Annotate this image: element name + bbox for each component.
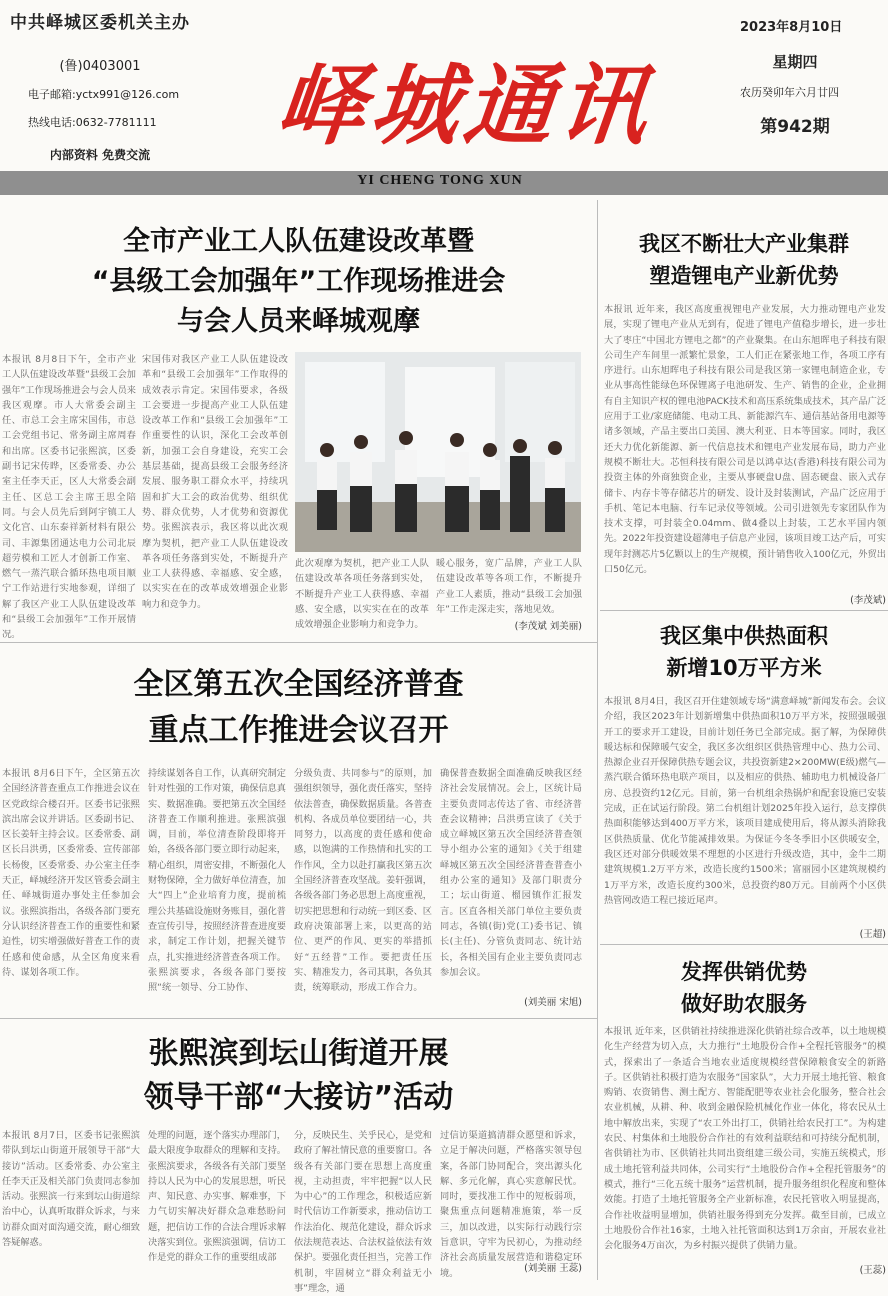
photo-illustration (295, 352, 581, 552)
headline-line: 塑造锂电产业新优势 (649, 264, 839, 288)
a5-credit: (王超) (859, 929, 886, 940)
a2-column-4: 确保普查数据全面准确反映我区经济社会发展情况。会上，区统计局主要负责同志传达了省、市经济普查会议精神；吕洪勇宣读了《关于成立峄城区第五次全国经济普查领导小组办公室的通知》《关于组建峄城区第五次全国经济普查普查小组办公室的通知》及部门职责分工；坛山街道、榴园镇作汇报发言。区直各相关部门单位主要负责同志，各镇(街)党(工)委书记、镇长(主任)、分管负责同志、统计站长，各相关国有企业主要负责同志参加会议。 (440, 768, 582, 978)
section-divider (600, 944, 888, 945)
a4-body: 本报讯 近年来，我区高度重视锂电产业发展，大力推动锂电产业发展，实现了锂电产业从无到有，促进了锂电产值稳步增长，进一步壮大了枣庄“中国北方锂电之都”的产业聚集。在山东旭晖电子科技有限公司生产车间里一派繁忙景象，工人们正在紧张地工作，各项工序有序进行。山东旭晖电子科技有限公司是我区第一家锂电制造企业，专业从事高性能绿色环保锂离子电池研发、生产、销售的企业，企业拥有自主知识产权的锂电池PACK技术和高压系统集成技术，其产品广泛应用于工业/家庭储能、电动工具、新能源汽车、通信基站备用电源等诸多领域，产品主要出口美国、澳大利亚、日本等国家。同时，我区还大力优化新能源、新一代信息技术和锂电产业发展布局，助力产业规模不断壮大。芯恒科技有限公司是以鸿卓达(香港)科技有限公司为投资主体的外商独资企业，主要从事硬盘U盘、固态硬盘、嵌入式存储卡、内存卡等存储芯片的研发、设计及封装测试，产品广泛应用于手机、笔记本电脑、行车记录仪等领域。公司引进领先专家团队作为技术支撑，可封装全0.04mm、做4叠以上封装，工艺水平国内领先。2022年投资建设超薄电子信息产业园，该项目竣工达产后，可实现年封测芯片5亿颗以上的生产规模，预计销售收入100亿元，外贸出口50亿元。 (604, 304, 886, 576)
a1-column-2b: 此次观摩为契机，把产业工人队伍建设改革各项任务落到实处，不断提升产业工人获得感、幸福感、安全感，以实实在在的改革成效增强企业影响力和竞争力。 (295, 558, 429, 631)
newspaper-title: 峄城通讯 (271, 53, 659, 157)
a3-column-1: 本报讯 8月7日，区委书记张熙滨带队到坛山街道开展领导干部“大接访”活动。区委常委、办公室主任李天正及相关部门负责同志参加活动。张熙滨一行来到坛山街道综治中心，认真听取群众诉求，与来访群众面对面沟通交流，耐心细致答疑解惑。 (2, 1130, 140, 1249)
headline-a3 (0, 1032, 597, 1120)
issue-number: 第942期 (760, 117, 830, 137)
headline-line: 与会人员来峄城观摩 (177, 306, 420, 337)
title-pinyin: YI CHENG TONG XUN (357, 173, 523, 188)
headline-line: 全区第五次全国经济普查 (133, 667, 464, 702)
a2-column-2: 持续谋划各自工作，认真研究制定针对性强的工作对策，确保信息真实、数据准确。要把第五次全国经济普查工作顺利推进。张熙滨强调，目前，举位清查阶段即将开始，各级各部门要立即行动起来，精心组织，周密安排，不断强化人财物保障，全力做好单位清查，加大“四上”企业培育力度，提前梳理公共基础设施财务账目，强化普查宣传引导，按照经济普查进度要求，制定工作计划，把握关键节点，扎实推进经济普查各项工作。张熙滨要求，各级各部门要按照“统一领导、分工协作、 (148, 768, 286, 994)
headline-line: 全市产业工人队伍建设改革暨 (123, 226, 474, 257)
masthead-right (740, 10, 888, 170)
issue-date: 2023年8月10日 (740, 20, 843, 35)
a3-column-4: 过信访渠道搞清群众愿望和诉求，立足于解决问题，严格落实领导包案，各部门协同配合，突出源头化解、多元化解，真心实意解民忧。同时，要找准工作中的短板弱项，聚焦重点问题精准施策，举一反三，加以改进，以实际行动践行宗旨意识，守牢为民初心，为推动经济社会高质量发展营造和谐稳定环境。 (440, 1130, 582, 1279)
headline-a5 (600, 620, 888, 684)
headline-line: 我区集中供热面积 (660, 624, 828, 648)
a1-column-2: 宋国伟对我区产业工人队伍建设改革和“县级工会加强年”工作取得的成效表示肯定。宋国伟要求，各级工会要进一步提高产业工人队伍建设改革工作和“县级工会加强年”工作重要性的认识，深化工会改革创新，加强工会自身建设，充实工会基层基础，提高县级工会服务经济发展、服务职工群众水平，持续巩固和扩大工会的政治优势、组织优势、群众优势，人才优势和资源优势。张熙滨表示，我区将以此次观摩为契机，把产业工人队伍建设改革各项任务落到实处，不断提升产业工人获得感、幸福感、安全感，以实实在在的改革成效增强企业影响力和竞争力。 (142, 354, 288, 610)
lunar-date: 农历癸卯年六月廿四 (740, 86, 839, 99)
sponsor-org: 中共峄城区委机关主办 (10, 13, 190, 33)
distribution-note: 内部资料 免费交流 (49, 148, 151, 162)
a6-credit: (王蕊) (859, 1265, 886, 1276)
a3-credit: (刘美丽 王蕊) (524, 1263, 582, 1274)
column-divider (597, 200, 598, 1280)
masthead-left (0, 0, 200, 165)
headline-line: 发挥供销优势 (681, 960, 807, 984)
headline-line: 我区不断壮大产业集群 (639, 232, 849, 256)
a1-credit: (李茂斌 刘美丽) (514, 621, 582, 632)
headline-a1 (0, 222, 597, 342)
headline-line: “县级工会加强年”工作现场推进会 (91, 266, 506, 297)
news-photo (295, 352, 581, 552)
phone-info: 热线电话:0632-7781111 (28, 116, 157, 129)
headline-a6 (600, 956, 888, 1020)
a2-credit: (刘美丽 宋旭) (524, 997, 582, 1008)
email-info: 电子邮箱:yctx991@126.com (28, 88, 180, 101)
a4-credit: (李茂斌) (850, 595, 886, 606)
a6-body: 本报讯 近年来，区供销社持续推进深化供销社综合改革，以土地规模化生产经营为切入点，大力推行“土地股份合作+全程托管服务”的模式，探索出了一条适合当地农业适度规模经营保障粮食安全的新路子。区供销社积极打造为农服务“国家队”，大力开展土地托管、粮食购销、农资销售、测土配方、智能配肥等农业社会化服务，整合社会农业机械，从耕、种、收到金融保险机械化作业一体化，将农民从土地中解放出来，实现了“农工外出打工，供销社给农民打工”。为构建农民、村集体和土地股份合作社的有效利益联结和可持续分配机制，省供销社为市、区供销社共同出资组建三级公司，实施五统模式，形成土地托管利益共同体，公司实行“土地股份合作+全程托管服务”的模式，推行“三化五统十服务”运营机制，提升服务组织化程度和整体效能。打造了土地托管服务全产业新标准，农民托管收入明显提高，合作社收益明显增加，供销社服务得到充分发挥。截至目前，已成立土地股份合作社16家，土地入社托管面积达到1万余亩，开展农业社会化服务4万亩次，为乡村振兴提供了供销力量。 (604, 1026, 886, 1252)
headline-line: 张熙滨到坛山街道开展 (148, 1036, 449, 1071)
section-divider (600, 610, 888, 611)
publication-number: (鲁)0403001 (59, 59, 141, 74)
headline-line: 重点工作推进会议召开 (148, 713, 449, 748)
section-divider (0, 1018, 597, 1019)
a2-column-3: 分级负责、共同参与”的原则，加强组织领导，强化责任落实，坚持依法普查，确保数据质量。各普查机构、各成员单位要团结一心，共同努力，以高度的责任感和使命感，以饱满的工作热情和扎实的工作作风，全力以赴打赢我区第五次全国经济普查攻坚战。姜轩强调，各级各部门务必思想上高度重视，切实把思想和行动统一到区委、区政府决策部署上来，以更高的站位、更严的作风、更实的举措抓好“五经普”工作。要把责任压实、精准发力，各司其职，各负其责，统筹联动，形成工作合力。 (294, 768, 432, 994)
headline-a2 (0, 662, 597, 754)
a3-column-2: 处理的问题，逐个落实办理部门，最大限度争取群众的理解和支持。张熙滨要求，各级各有关部门要坚持以人民为中心的发展思想，听民声、知民意、办实事、解难事，下力气切实解决好群众急难愁盼问题，把信访工作的合法合理诉求解决落实到位。张熙滨强调，信访工作是党的群众工作的重要组成部 (148, 1130, 286, 1264)
a2-column-1: 本报讯 8月6日下午，全区第五次全国经济普查重点工作推进会议在区党政综合楼召开。区委书记张熙滨出席会议并讲话。区委副书记、区长姜轩主持会议。区委常委、副区长吕洪勇，区委常委、宣传部部长杨俊，区委常委、办公室主任李天正，峄城经济开发区管委会副主任、峄城街道办事处主任参加会议。张熙滨指出，各级各部门要充分认识经济普查工作的重要性和紧迫性，切实增强做好普查工作的责任感和使命感，从全区角度来看待、谋划各项工作。 (2, 768, 140, 978)
a1-column-3: 暖心服务，宽广品牌，产业工人队伍建设改革等各项工作，不断提升产业工人素质，推动“县级工会加强年”工作走深走实，落地见效。 (436, 558, 582, 615)
headline-line: 新增10万平方米 (666, 656, 822, 680)
headline-line: 领导干部“大接访”活动 (143, 1080, 454, 1115)
headline-line: 做好助农服务 (681, 992, 807, 1016)
a5-body: 本报讯 8月4日，我区召开住建领域专场“满意峄城”新闻发布会。会议介绍，我区2023年计划新增集中供热面积10万平方米，按照强暖强开工的要求开工建设，目前计划任务已全部完成。据了解，为保障供暖达标和保障暖气安全，我区多次组织区供热管理中心、热力公司、热源企业召开保障供热专题会议，共投资新建2×200MW(E级)燃气—蒸汽联合循环热电联产项目，以及相应的供热、辅助电力机械设备厂房、总投资约12亿元。目前，第一台机组余热锅炉和配套设施已安装完成，正在试运行阶段。第二台机组计划2025年投入运行，总支撑供热面积能够达到400万平方米，该项目建成使用后，将从源头消除我区供热质量、优化节能减排效果。为保证今冬冬季旧小区供暖安全，我区还对部分供暖效果不理想的小区进行升级改造，其中，金牛二期建筑规模1.2万平方米，改造长度约1500米；富丽园小区建筑规模约1万平方米，改造长度约300米，总投资约80万元。目前两个小区供热管网改造工程已接近尾声。 (604, 696, 886, 906)
weekday: 星期四 (772, 53, 818, 71)
a1-column-1: 本报讯 8月8日下午，全市产业工人队伍建设改革暨“县级工会加强年”工作现场推进会与会人员来我区观摩。市人大常委会副主任、市总工会主席宋国伟，市总工会党组书记、常务副主席周春和出席。区委书记张熙滨，区委副书记宋传晔，区委常委、办公室主任李天正，区人大常委会副主任、区总工会主席王思全陪同。与会人员先后到阿宇镇工人文化宫、山东泰祥新材料有限公司、丰源集团通达电力公司北辰超劳模和工匠人才创新工作室、燃气一蒸汽联合循环热电项目顺宁工作站进行实地参观，详细了解了我区产业工人队伍建设改革和“县级工会加强年”工作开展情况。 (2, 354, 136, 641)
headline-a4 (600, 228, 888, 292)
section-divider (0, 642, 597, 643)
a3-column-3: 分，反映民生、关乎民心，是党和政府了解社情民意的重要窗口。各级各有关部门要在思想上高度重视，主动担责，牢牢把握“以人民为中心”的工作理念，积极适应新时代信访工作新要求，推动信访工作法治化、规范化建设，群众诉求依法规范表达、合法权益依法有效保护。要强化责任担当，完善工作机制，牢固树立“群众利益无小事”理念，通 (294, 1130, 432, 1294)
